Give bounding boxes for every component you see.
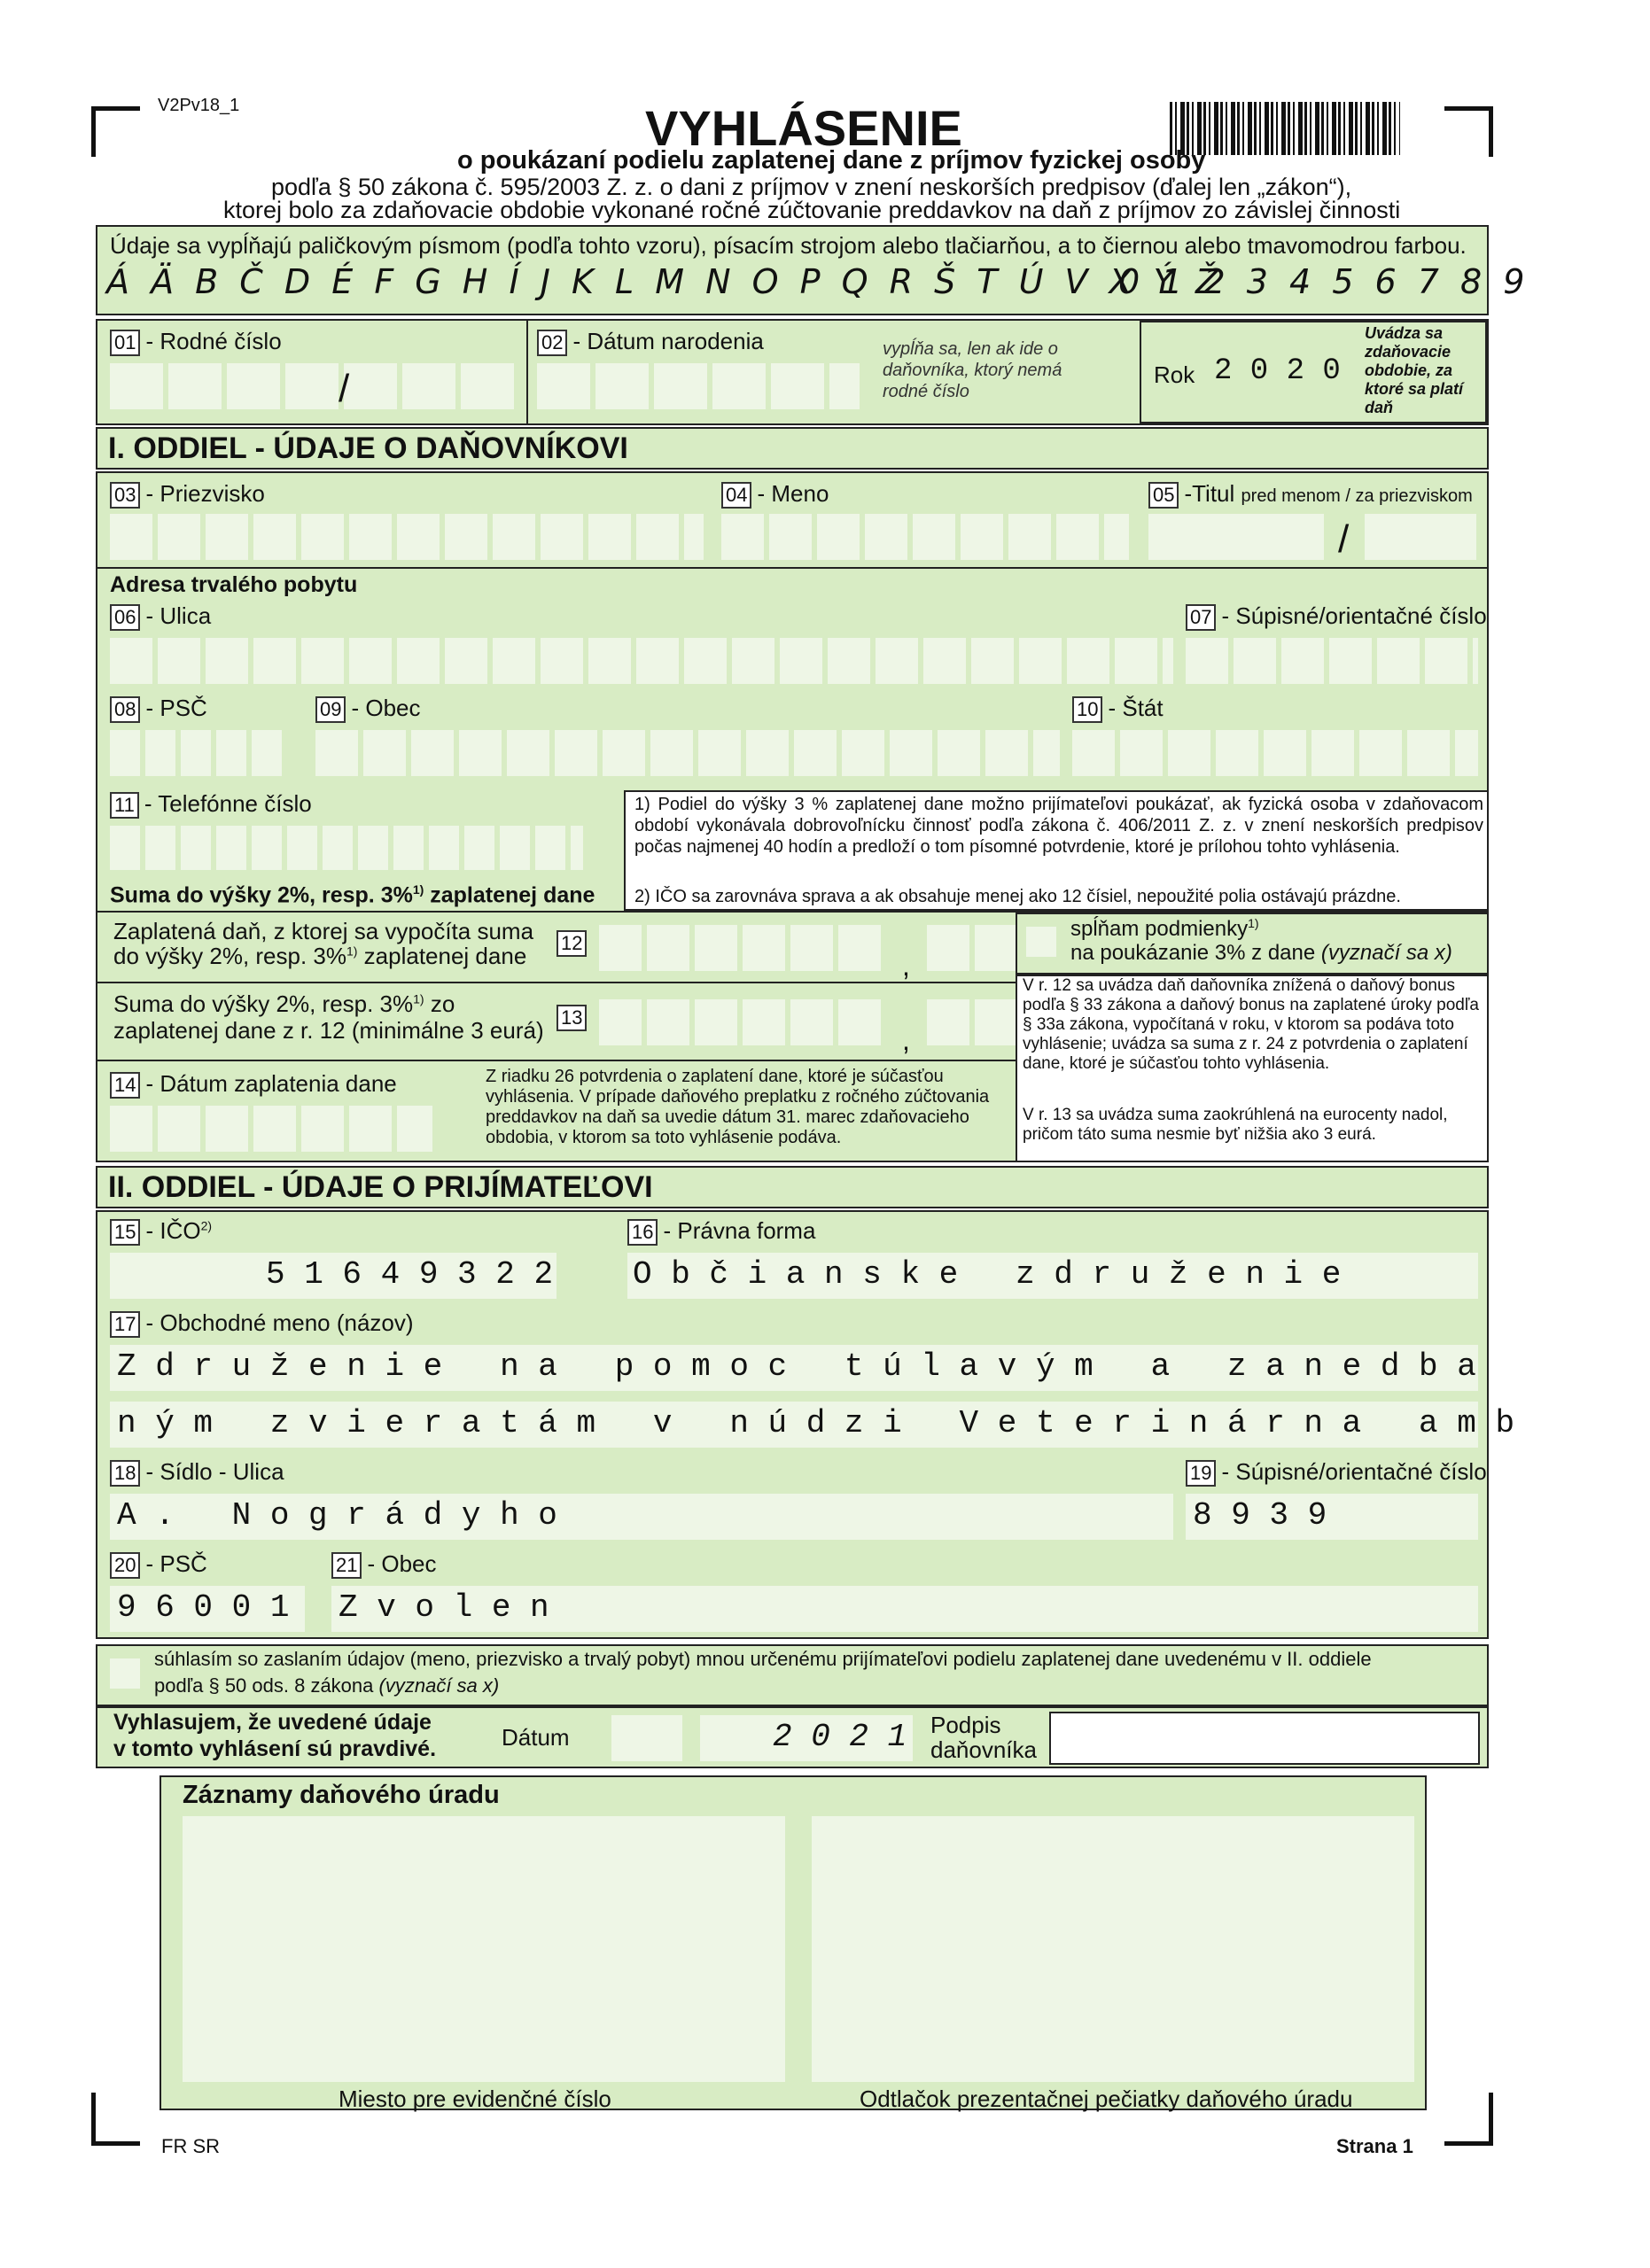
field-04-label: 04 - Meno (721, 480, 829, 509)
consent-text-2: podľa § 50 ods. 8 zákona (vyznačí sa x) (154, 1674, 500, 1697)
surname-input[interactable] (110, 514, 704, 560)
evidence-number-area (183, 1816, 785, 2082)
field-12-label-2: do výšky 2%, resp. 3%$^{1)}$ zaplatenej dane (113, 943, 527, 969)
declaration-line-2: v tomto vyhlásení sú pravdivé. (113, 1736, 437, 1761)
field-19-label: 19 - Súpisné/orientačné číslo (1186, 1458, 1487, 1487)
ico-value: 5 1 6 4 9 3 2 2 (266, 1256, 554, 1293)
field-15-label: 15 - IČO$^{2)}$ (110, 1217, 212, 1246)
sample-digits: 0 1 2 3 4 5 6 7 8 9 (1118, 262, 1530, 301)
field-02-note: vypĺňa sa, len ak ide o daňovníka, ktorý nemá rodné číslo (883, 339, 1062, 401)
date-month-input[interactable] (700, 1715, 771, 1761)
seat-city-value: Z v o l e n (339, 1589, 549, 1626)
form-title: VYHLÁSENIE (645, 100, 962, 156)
name-line-1-value: Z d r u ž e n i e n a p o m o c t ú l a v ý m a z a n e d b a (117, 1348, 1476, 1385)
postal-code-input[interactable] (110, 730, 287, 776)
note-1: 1) Podiel do výšky 3 % zaplatenej dane možno prijímateľovi poukázať, ak fyzická osoba v zdaňovacom období vykonávala dobrovoľnícku činnosť podľa zákona č. 406/2011 Z. z. v znení neskorších predpisov počas najmenej 40 hodín a predloží o tom písomné potvrdenie, ktoré je prílohou tohto vyhlásenia. (634, 795, 1483, 857)
field-08-label: 08 - PSČ (110, 695, 207, 723)
paid-tax-cents-input[interactable] (927, 925, 1019, 971)
tax-year-label: Rok (1154, 361, 1195, 388)
signature-box[interactable] (1049, 1712, 1480, 1765)
row-13-note: V r. 13 sa uvádza suma zaokrúhlená na eurocenty nadol, pričom táto suma nesmie byť nižšia ako 3 eurá. (1023, 1106, 1448, 1144)
field-12-comma: , (902, 950, 910, 982)
field-20-label: 20 - PSČ (110, 1550, 207, 1579)
field-18-label: 18 - Sídlo - Ulica (110, 1458, 284, 1487)
tax-year-note: Uvádza sa zdaňovacie obdobie, za ktoré sa platí daň (1365, 324, 1464, 416)
conditions-checkbox[interactable] (1026, 927, 1056, 957)
consent-checkbox[interactable] (110, 1658, 140, 1689)
field-06-label: 06 - Ulica (110, 602, 211, 631)
corner-mark-top-right (1444, 106, 1493, 157)
field-13-label-2: zaplatenej dane z r. 12 (minimálne 3 eurá) (113, 1017, 544, 1044)
legal-form-value: O b č i a n s k e z d r u ž e n i e (633, 1256, 1342, 1293)
name-line-2-value: n ý m z v i e r a t á m v n ú d z i V e t e r i n á r n a a m b (117, 1405, 1515, 1441)
field-13-comma: , (902, 1024, 910, 1056)
field-17-label: 17 - Obchodné meno (názov) (110, 1309, 414, 1338)
seat-number-value: 8 9 3 9 (1193, 1497, 1327, 1534)
evidence-number-caption: Miesto pre evidenčné číslo (339, 2085, 611, 2112)
field-07-label: 07 - Súpisné/orientačné číslo (1186, 602, 1487, 631)
stamp-area (812, 1816, 1414, 2082)
form-code: V2Pv18_1 (158, 96, 240, 115)
instructions-text: Údaje sa vypĺňajú paličkovým písmom (podľa tohto vzoru), písacím strojom alebo tlačiarňou, a to čiernou alebo tmavomodrou farbou. (110, 232, 1467, 259)
conditions-line-2: na poukázanie 3% z dane (vyznačí sa x) (1070, 941, 1452, 965)
field-14-note: Z riadku 26 potvrdenia o zaplatení dane, ktoré je súčasťou vyhlásenia. V prípade daňového preplatku z ročného zúčtovania preddavkov na daň sa uvedie dátum 31. marec zdaňovacieho obdobia, v ktorom sa toto vyhlásenie podáva. (486, 1067, 990, 1147)
declaration-line-1: Vyhlasujem, že uvedené údaje (113, 1710, 432, 1735)
row-13-14-divider (97, 1060, 1016, 1061)
corner-mark-top-left (91, 106, 140, 157)
field-09-label: 09 - Obec (315, 695, 421, 723)
seat-postal-value: 9 6 0 0 1 (117, 1589, 290, 1626)
law-line-1: podľa § 50 zákona č. 595/2003 Z. z. o dani z príjmov v znení neskorších predpisov (ďalej len „zákon“), (271, 174, 1352, 200)
birth-number-slash: / (339, 367, 350, 410)
consent-text-1: súhlasím so zaslaním údajov (meno, priezvisko a trvalý pobyt) mnou určenému prijímateľovi podielu zaplatenej dane uvedenému v II. oddiele (154, 1648, 1372, 1670)
signature-label-1: Podpis (930, 1712, 1001, 1738)
field-13-num: 13 (556, 1003, 592, 1031)
note-2: 2) IČO sa zarovnáva sprava a ak obsahuje menej ako 12 čísiel, nepoužité polia ostávajú prázdne. (634, 887, 1401, 906)
row-12-note: V r. 12 sa uvádza daň daňovníka znížená o daňový bonus podľa § 33 zákona a daňový bonus na zaplatené úroky podľa § 33a zákona, vypočítaná v roku, v ktorom sa podáva toto vyhlásenie; uvádza sa suma z r. 24 z potvrdenia o zaplatení dane, ktoré je súčasťou tohto vyhlásenia. (1023, 976, 1479, 1073)
street-input[interactable] (110, 638, 1173, 684)
phone-input[interactable] (110, 826, 583, 870)
amount-input[interactable] (599, 999, 883, 1045)
divider-01-02 (526, 321, 528, 423)
stamp-caption: Odtlačok prezentačnej pečiatky daňového úradu (860, 2085, 1353, 2112)
law-line-2: ktorej bolo za zdaňovacie obdobie vykonané ročné zúčtovanie preddavkov na daň z príjmov zo závislej činnosti (223, 197, 1401, 223)
sum-heading: Suma do výšky 2%, resp. 3%$^{1)}$ zaplatenej dane (110, 882, 595, 908)
field-21-label: 21 - Obec (331, 1550, 437, 1579)
title-after-input[interactable] (1365, 514, 1476, 560)
field-16-label: 16 - Právna forma (627, 1217, 815, 1246)
firstname-input[interactable] (721, 514, 1129, 560)
field-12-num: 12 (556, 928, 592, 957)
sample-letters: Á Ä B Č D É F G H Í J K L M N O P Q R Š T Ú V X Ý Ž (106, 262, 1224, 301)
section-2-title: II. ODDIEL - ÚDAJE O PRIJÍMATEĽOVI (96, 1166, 1489, 1208)
field-05-label: 05 -Titul pred menom / za priezviskom (1148, 480, 1473, 509)
field-02-label: 02 - Dátum narodenia (537, 328, 764, 356)
birth-date-input[interactable] (537, 363, 860, 409)
house-number-input[interactable] (1186, 638, 1478, 684)
seat-street-value: A . N o g r á d y h o (117, 1497, 557, 1534)
field-01-label: 01 - Rodné číslo (110, 328, 282, 356)
conditions-line-1: spĺňam podmienky$^{1)}$ (1070, 916, 1259, 941)
field-11-label: 11 - Telefónne číslo (110, 790, 312, 819)
field-03-label: 03 - Priezvisko (110, 480, 265, 509)
date-day-input[interactable] (611, 1715, 682, 1761)
form-subtitle: o poukázaní podielu zaplatenej dane z príjmov fyzickej osoby (457, 146, 1206, 175)
birth-number-input[interactable] (110, 363, 518, 409)
field-12-label-1: Zaplatená daň, z ktorej sa vypočíta suma (113, 918, 534, 944)
footer-left: FR SR (161, 2135, 220, 2157)
amount-cents-input[interactable] (927, 999, 1019, 1045)
row-12-13-divider (97, 982, 1016, 983)
paid-tax-input[interactable] (599, 925, 883, 971)
title-slash: / (1338, 517, 1350, 561)
country-input[interactable] (1072, 730, 1478, 776)
address-divider (97, 567, 1487, 569)
section-1-title: I. ODDIEL - ÚDAJE O DAŇOVNÍKOVI (96, 427, 1489, 470)
field-14-label: 14 - Dátum zaplatenia dane (110, 1070, 397, 1099)
date-label: Dátum (502, 1724, 570, 1751)
footer-right: Strana 1 (1336, 2135, 1413, 2157)
address-heading: Adresa trvalého pobytu (110, 572, 358, 597)
city-input[interactable] (315, 730, 1060, 776)
title-before-input[interactable] (1148, 514, 1324, 560)
payment-date-input[interactable] (110, 1106, 432, 1152)
tax-year-value[interactable]: 2 0 2 0 (1214, 354, 1341, 388)
date-year-value: 2 0 2 1 (773, 1719, 907, 1755)
corner-mark-bottom-right (1444, 2093, 1493, 2146)
corner-mark-bottom-left (91, 2093, 140, 2146)
field-10-label: 10 - Štát (1072, 695, 1164, 723)
field-13-label-1: Suma do výšky 2%, resp. 3%$^{1)}$ zo (113, 990, 455, 1017)
office-records-title: Záznamy daňového úradu (183, 1781, 500, 1809)
signature-label-2: daňovníka (930, 1736, 1037, 1763)
